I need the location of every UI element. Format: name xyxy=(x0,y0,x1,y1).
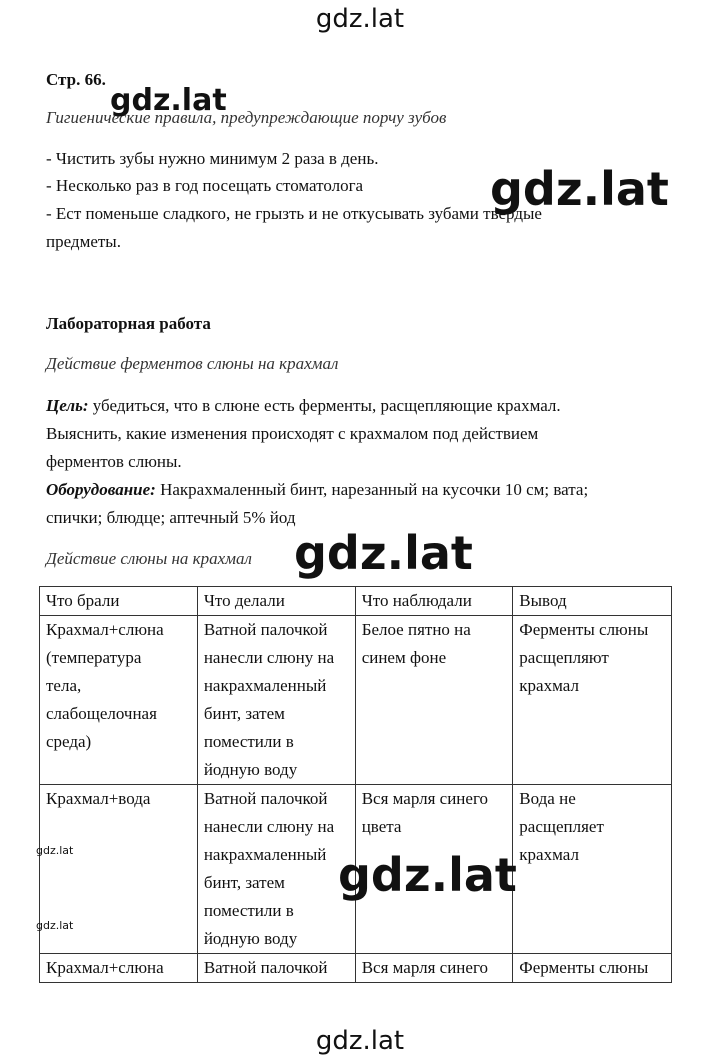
rule-item: предметы. xyxy=(46,232,121,251)
watermark-overlay: gdz.lat xyxy=(294,526,473,580)
equipment-label: Оборудование: xyxy=(46,480,156,499)
page-number: Стр. 66. xyxy=(46,70,106,89)
table-cell xyxy=(197,785,355,954)
cell-text: Ферменты слюны расщепляют крахмал xyxy=(519,620,649,695)
watermark-overlay: gdz.lat xyxy=(110,83,227,118)
equipment-line-2: спички; блюдце; аптечный 5% йод xyxy=(46,508,296,527)
cell-text: Крахмал+слюна (температура тела, слабощелочная среда) xyxy=(46,620,164,751)
rule-item: - Ест поменьше сладкого, не грызть и не откусывать зубами твердые xyxy=(46,204,542,223)
table-cell xyxy=(513,954,672,983)
equipment-text: Накрахмаленный бинт, нарезанный на кусочки 10 см; вата; xyxy=(155,480,589,499)
cell-text: Ватной палочкой нанесли слюну на накрахмаленный бинт, затем поместили в йодную воду xyxy=(203,620,335,779)
rule-item: - Несколько раз в год посещать стоматолога xyxy=(46,176,364,195)
lab-heading: Лабораторная работа xyxy=(46,314,211,333)
watermark-bottom: gdz.lat xyxy=(315,1026,405,1056)
cell-text: Вся марля синего xyxy=(361,958,488,977)
table-cell xyxy=(197,954,355,983)
watermark-overlay: gdz.lat xyxy=(490,162,669,216)
table-caption: Действие слюны на крахмал xyxy=(46,549,252,568)
header-conclusion: Вывод xyxy=(513,587,672,616)
cell-text: Ферменты слюны xyxy=(519,958,649,977)
table-cell xyxy=(513,616,672,785)
table-cell xyxy=(197,616,355,785)
watermark-small: gdz.lat xyxy=(36,919,74,932)
cell-text: Белое пятно на синем фоне xyxy=(361,620,471,667)
table-cell xyxy=(40,616,198,785)
table-row xyxy=(40,616,672,785)
cell-text: Крахмал+слюна xyxy=(46,958,164,977)
watermark-top: gdz.lat xyxy=(315,4,405,34)
table-cell xyxy=(40,954,198,983)
table-cell xyxy=(513,785,672,954)
goal-line-3: ферментов слюны. xyxy=(46,452,182,471)
results-table xyxy=(39,586,672,983)
table-cell xyxy=(355,954,513,983)
header-done: Что делали xyxy=(197,587,355,616)
table-cell xyxy=(355,616,513,785)
cell-text: Ватной палочкой нанесли слюну на накрахмаленный бинт, затем поместили в йодную воду xyxy=(203,789,335,948)
table-header-row xyxy=(40,587,672,616)
cell-text: Ватной палочкой xyxy=(203,958,328,977)
hygiene-subtitle: Гигиенические правила, предупреждающие порчу зубов xyxy=(46,108,447,127)
header-taken: Что брали xyxy=(40,587,198,616)
goal-text: убедиться, что в слюне есть ферменты, расщепляющие крахмал. xyxy=(88,396,561,415)
cell-text: Вода не расщепляет крахмал xyxy=(519,789,604,864)
goal-line-2: Выяснить, какие изменения происходят с крахмалом под действием xyxy=(46,424,539,443)
equipment-line-1 xyxy=(46,476,588,504)
table-row xyxy=(40,954,672,983)
watermark-small: gdz.lat xyxy=(36,844,74,857)
lab-title: Действие ферментов слюны на крахмал xyxy=(46,354,339,373)
goal-label: Цель: xyxy=(46,396,89,415)
cell-text: Вся марля синего цвета xyxy=(361,789,488,836)
cell-text: Крахмал+вода xyxy=(46,789,151,808)
goal-line-1 xyxy=(46,392,561,420)
rule-item: - Чистить зубы нужно минимум 2 раза в день. xyxy=(46,149,379,168)
watermark-overlay: gdz.lat xyxy=(338,848,517,902)
header-observed: Что наблюдали xyxy=(355,587,513,616)
